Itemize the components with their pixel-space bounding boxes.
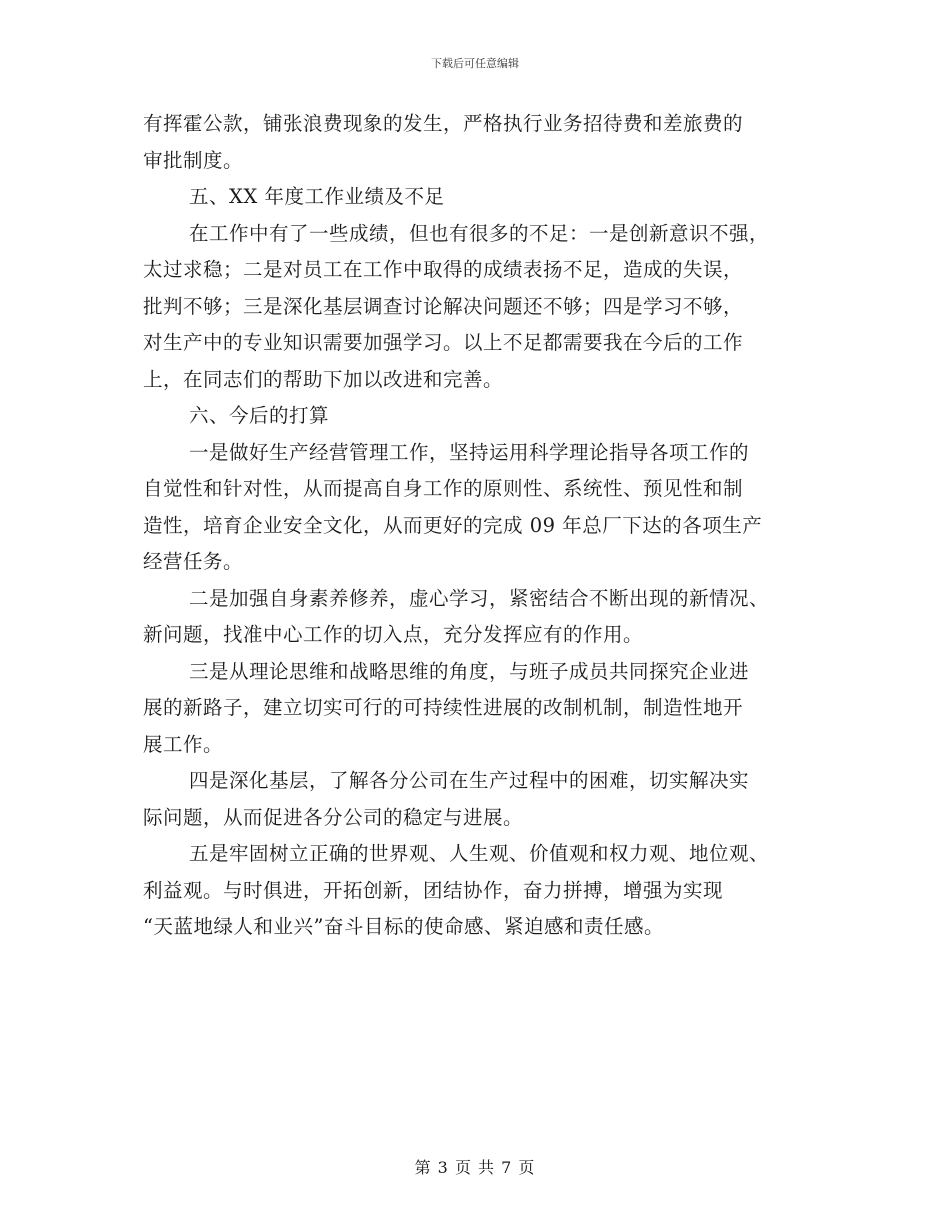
text-line: 二是加强自身素养修养，虚心学习，紧密结合不断出现的新情况、 bbox=[189, 586, 770, 610]
text-line: 经营任务。 bbox=[143, 550, 244, 573]
page-number: 第 3 页 共 7 页 bbox=[414, 1158, 536, 1177]
text-line: 新问题，找准中心工作的切入点，充分发挥应有的作用。 bbox=[143, 623, 644, 646]
text-line: 五是牢固树立正确的世界观、人生观、价值观和权力观、地位观、 bbox=[189, 842, 770, 865]
text-line: 展的新路子，建立切实可行的可持续性进展的改制机制，制造性地开 bbox=[143, 696, 744, 719]
text-line: 四是深化基层，了解各分公司在生产过程中的困难，切实解决实 bbox=[189, 769, 750, 792]
text-line: 利益观。与时俱进，开拓创新，团结协作，奋力拼搏，增强为实现 bbox=[143, 878, 724, 902]
document-body bbox=[143, 106, 815, 946]
text-line: 在工作中有了一些成绩，但也有很多的不足：一是创新意识不强， bbox=[189, 221, 770, 245]
text-line: 太过求稳；二是对员工在工作中取得的成绩表扬不足，造成的失误， bbox=[143, 258, 744, 281]
section-heading: 五、XX 年度工作业绩及不足 bbox=[189, 185, 445, 208]
text-line: 批判不够；三是深化基层调查讨论解决问题还不够；四是学习不够， bbox=[143, 294, 744, 318]
text-line: “天蓝地绿人和业兴”奋斗目标的使命感、紧迫感和责任感。 bbox=[143, 915, 664, 938]
section-heading: 六、今后的打算 bbox=[189, 404, 330, 427]
page-header: 下载后可任意编辑 bbox=[431, 57, 519, 70]
text-line: 审批制度。 bbox=[143, 148, 244, 172]
text-line: 展工作。 bbox=[143, 732, 224, 756]
text-line: 有挥霍公款，铺张浪费现象的发生，严格执行业务招待费和差旅费的 bbox=[143, 112, 744, 135]
text-line: 自觉性和针对性，从而提高自身工作的原则性、系统性、预见性和制 bbox=[143, 477, 744, 500]
text-line: 对生产中的专业知识需要加强学习。以上不足都需要我在今后的工作 bbox=[143, 331, 744, 354]
text-line: 造性，培育企业安全文化，从而更好的完成 09 年总厂下达的各项生产 bbox=[143, 513, 763, 537]
text-line: 际问题，从而促进各分公司的稳定与进展。 bbox=[143, 805, 524, 829]
text-line: 三是从理论思维和战略思维的角度，与班子成员共同探究企业进 bbox=[189, 659, 750, 683]
text-line: 一是做好生产经营管理工作，坚持运用科学理论指导各项工作的 bbox=[189, 440, 750, 464]
text-line: 上，在同志们的帮助下加以改进和完善。 bbox=[143, 367, 504, 391]
